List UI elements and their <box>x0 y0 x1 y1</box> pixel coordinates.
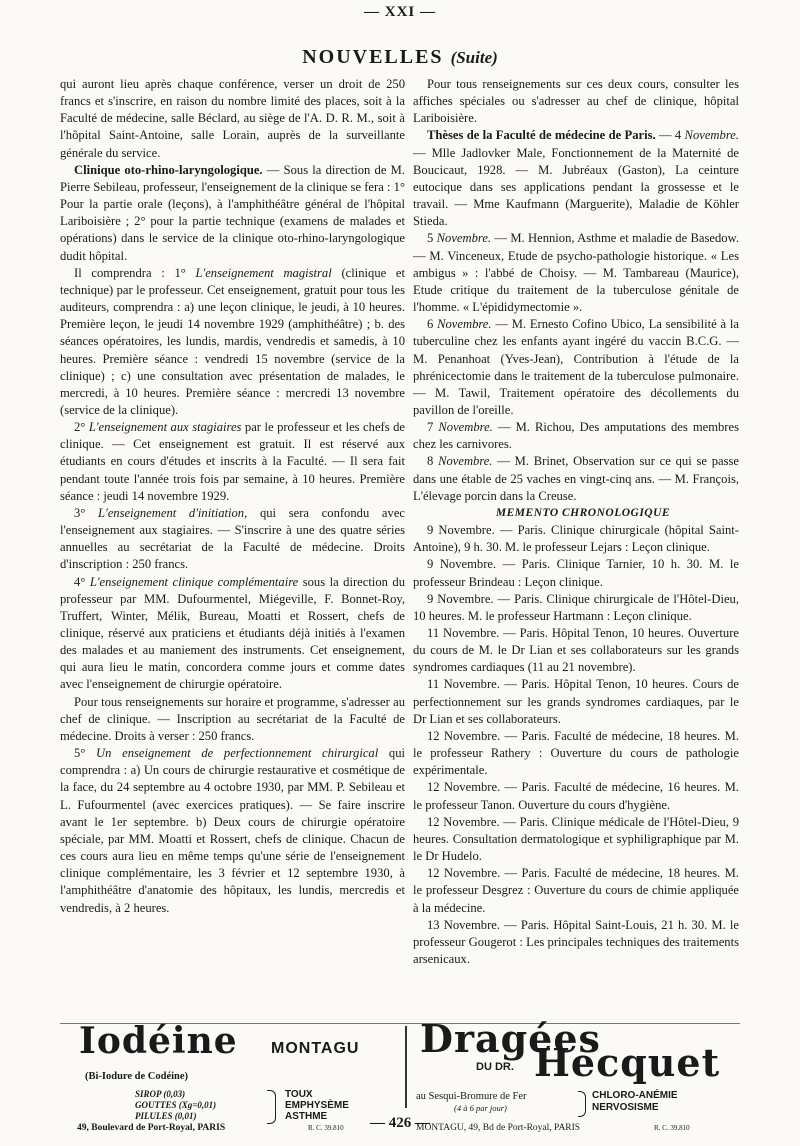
ad-brand: MONTAGU <box>271 1040 360 1057</box>
paragraph-text: 2° <box>74 420 89 435</box>
ad-address: MONTAGU, 49, Bd de Port-Royal, PARIS <box>416 1123 581 1133</box>
ad-form-drops: GOUTTES (Xg=0,01) <box>135 1100 217 1110</box>
paragraph <box>60 574 405 694</box>
paragraph <box>60 745 405 917</box>
ad-registration: R. C. 39.810 <box>308 1124 344 1132</box>
ad-indication: TOUX <box>285 1089 313 1100</box>
ad-indication: EMPHYSÈME <box>285 1100 349 1111</box>
left-column <box>60 76 405 917</box>
paragraph-text: — M. Richou, Des amputations des membres chez les carnivores. <box>413 420 739 452</box>
italic-text: L'enseignement aux stagiaires <box>88 420 242 435</box>
paragraph-text: qui sera confondu avec l'enseignement aux stagiaires. — S'inscrire à une des quatre séries annuelles au secrétariat de la Faculté de médecine. Droits d'inscription : 250 francs. <box>60 505 405 572</box>
paragraph-text: 4° <box>74 574 90 589</box>
ad-product-name: Dragées <box>420 1016 601 1061</box>
paragraph <box>60 505 405 574</box>
ad-form-pills: PILULES (0,01) <box>135 1111 197 1121</box>
section-title-suffix: (Suite) <box>450 48 498 67</box>
memento-entry: 9 Novembre. — Paris. Clinique Tarnier, 10 h. 30. M. le professeur Brindeau : Leçon clinique. <box>413 557 739 589</box>
ad-indications <box>592 1090 678 1113</box>
paragraph-text: 6 <box>427 317 438 332</box>
memento-entry: 11 Novembre. — Paris. Hôpital Tenon, 10 heures. Ouverture du cours de M. le Dr Lian et ses collaborateurs sur les grands syndromes cardiaques (11 au 21 novembre). <box>413 626 739 675</box>
memento-entry: 13 Novembre. — Paris. Hôpital Saint-Louis, 21 h. 30. M. le professeur Gougerot : Les principales techniques des traitements arsenicaux. <box>413 917 739 966</box>
ad-form-syrup: SIROP (0,03) <box>135 1089 186 1099</box>
paragraph-text: sous la direction du professeur par MM. Dufourmentel, Miégeville, F. Bonnet-Roy, Truffert, Winter, Mélik, Bureau, Moatti et Rossert, chefs de clinique, réservé aux praticiens et étudiants déjà initiés à l'examen des malades et au maniement des instruments. Cet enseignement, qui aura lieu le matin, concordera comme jours et comme dates avec l'enseignement de chirurgie opératoire. <box>60 574 405 692</box>
memento-entry: 12 Novembre. — Paris. Faculté de médecine, 16 heures. M. le professeur Tanon. Ouverture du cours d'hygiène. <box>413 780 739 812</box>
italic-text: Novembre. <box>436 231 492 246</box>
paragraph-text: — M. Ernesto Cofino Ubico, La sensibilité à la tuberculine chez les enfants ayant ingéré du vaccin B.C.G. — M. Penanhoat (Yves-Jean), Contribution à l'étude de la phrénicectomie dans le traitement de la tuberculose pulmonaire. — M. Tawil, Traitement opératoire des décollements du pavillon de l'oreille. <box>413 317 739 417</box>
paragraph: qui auront lieu après chaque conférence, verser un droit de 250 francs et s'inscrire, en raison du nombre limité des places, soit à la Faculté de médecine, salle Béclard, au siège de l'A. D. R. M., soit à l'hôpital Saint-Antoine, salle Lorain, auprès de la surveillante générale du service. <box>60 77 405 160</box>
memento-entry: 12 Novembre. — Paris. Faculté de médecine, 18 heures. M. le professeur Rathery : Ouverture du cours de pathologie expérimentale. <box>413 728 739 778</box>
section-title <box>0 46 800 69</box>
memento-entry: 9 Novembre. — Paris. Clinique chirurgicale de l'Hôtel-Dieu, 10 heures. M. le professeur Hartmann : Leçon clinique. <box>413 591 739 623</box>
paragraph-text: qui comprendra : a) Un cours de chirurgie restaurative et cosmétique de la face, du 24 septembre au 4 octobre 1930, par MM. P. Sebileau et L. Fufourmentel (avec exercices pratiques). — Se faire inscrire avant le 1er septembre. b) Deux cours de chirurgie opératoire spéciale, par MM. Moatti et Rossert, chefs de clinique. Chacun de ces cours aura lieu en même temps qu'une série de l'enseignement clinique complémentaire, les 3 février et 12 septembre 1930, à l'amphithéâtre d'anatomie des hôpitaux, les lundis, mercredis et vendredis, à 2 heures. <box>60 746 405 915</box>
paragraph-text: 8 <box>427 454 439 469</box>
brace-icon <box>578 1091 586 1117</box>
paragraph-text: (clinique et technique) par le professeur. Cet enseignement, gratuit pour tous les auditeurs, comprendra : a) une leçon clinique, le jeudi, à 10 heures. Première leçon, le jeudi 14 novembre 1929 (amphithéâtre) ; b. des séances opératoires, les lundis, mardis, vendredis et samedis, à 10 heures. Première séance : vendredi 15 novembre (service de la clinique) ; c) une consultation avec présentation de malades, le mercredi, à 10 heures. Première séance : mercredi 13 novembre (service de la clinique). <box>60 265 405 417</box>
paragraph-text: 7 <box>427 420 439 435</box>
section-title-text: NOUVELLES <box>302 46 444 68</box>
ad-product-name: Iodéine <box>79 1020 238 1062</box>
paragraph-text: — Mlle Jadlovker Male, Fonctionnement de la Maternité de Boucicaut, 1928. — M. Jubréaux (Gaston), La ceinture eutocique dans ses applications pendant la grossesse et le travail. — Mme Kaufmann (Marguerite), Maladie de Köhler Stieda. <box>413 145 739 229</box>
paragraph <box>60 265 405 419</box>
paragraph <box>60 162 405 265</box>
memento-entry: 12 Novembre. — Paris. Faculté de médecine, 18 heures. M. le professeur Desgrez : Ouverture du cours de chimie appliquée à la médecine. <box>413 866 739 915</box>
paragraph-text: Il comprendra : 1° <box>74 265 196 280</box>
paragraph <box>413 316 739 419</box>
memento-entry: 11 Novembre. — Paris. Hôpital Tenon, 10 heures. Cours de perfectionnement sur les grands syndromes cardiaques, par le Dr Lian et ses collaborateurs. <box>413 677 739 726</box>
paragraph-text: par le professeur et les chefs de clinique. — Cet enseignement est gratuit. Il est réservé aux étudiants en cours d'études et inscrits à la Faculté. — Il sera fait pendant toute l'année trois fois par semaine, à 10 heures. Première séance : jeudi 14 novembre 1929. <box>60 420 405 503</box>
memento-entry: 12 Novembre. — Paris. Clinique médicale de l'Hôtel-Dieu, 9 heures. Consultation dermatologique et syphiligraphique par M. le Dr Hudelo. <box>413 814 739 864</box>
ad-indication: NERVOSISME <box>592 1101 659 1113</box>
ad-brand: Hecquet <box>534 1040 721 1085</box>
paragraph-text: — M. Hennion, Asthme et maladie de Basedow. — M. Vinceneux, Etude de psycho-pathologie historique. « Les ambigus » : l'abbé de Choisy. — M. Tambareau (Maurice), Etude critique du traitement de la tuberculose génitale de l'homme. « L'épididymectomie ». <box>413 231 740 315</box>
italic-text: Un enseignement de perfectionnement chirurgical <box>96 746 379 761</box>
paragraph-text: — Sous la direction de M. Pierre Sebileau, professeur, l'enseignement de la clinique se fera : 1° Pour la partie orale (leçons), à l'amphithéâtre général de l'hôpital Lariboisière ; 2° pour la partie technique (examens de malades et opérations) dans le service de la clinique oto-rhino-laryngologique dudit hôpital. <box>60 162 405 263</box>
ad-du-label: DU DR. <box>476 1061 514 1073</box>
ad-registration: R. C. 39.810 <box>654 1124 690 1132</box>
ad-address: 49, Boulevard de Port-Royal, PARIS <box>77 1123 226 1133</box>
subheading: Thèses de la Faculté de médecine de Paris. <box>427 128 656 143</box>
paragraph <box>60 419 405 505</box>
paragraph <box>413 453 739 504</box>
right-column <box>413 76 739 968</box>
advertisement-separator <box>405 1026 407 1108</box>
ad-indication: ASTHME <box>285 1111 328 1122</box>
paragraph-text: 3° <box>74 505 99 520</box>
italic-text: Novembre. <box>437 317 492 332</box>
memento-heading: MEMENTO CHRONOLOGIQUE <box>495 506 671 519</box>
advertisement-dragees <box>412 1016 742 1133</box>
paragraph-text: 5° <box>74 746 97 761</box>
page-folio: — 426 — <box>370 1115 430 1131</box>
italic-text: Novembre. <box>438 454 493 469</box>
paragraph-text: — 4 <box>655 128 685 143</box>
page-number: — XXI — <box>363 4 436 20</box>
paragraph <box>413 419 739 453</box>
paragraph-text: 5 <box>427 231 437 246</box>
paragraph <box>413 127 739 230</box>
ad-subtitle: (Bi-Iodure de Codéine) <box>85 1071 189 1082</box>
paragraph: Pour tous renseignements sur horaire et programme, s'adresser au chef de clinique. — Inscription au secrétariat de la Faculté de médecine. Droits à verser : 250 francs. <box>60 694 405 743</box>
italic-text: L'enseignement clinique complémentaire <box>89 574 299 589</box>
memento-entry: 9 Novembre. — Paris. Clinique chirurgicale (hôpital Saint-Antoine), 9 h. 30. M. le professeur Lejars : Leçon clinique. <box>413 523 739 555</box>
ad-composition: au Sesqui-Bromure de Fer <box>416 1091 527 1102</box>
italic-text: Novembre. <box>438 420 493 435</box>
italic-text: L'enseignement d'initiation, <box>98 505 248 520</box>
italic-text: L'enseignement magistral <box>195 265 332 280</box>
paragraph <box>413 230 739 316</box>
ad-dosage: (4 à 6 par jour) <box>454 1103 507 1113</box>
italic-text: Novembre. <box>684 128 739 143</box>
ad-indication: CHLORO-ANÉMIE <box>592 1090 678 1101</box>
paragraph-text: — M. Brinet, Observation sur ce qui se passe dans une étable de 25 vaches en vingt-cinq ans. — M. François, L'élevage porcin dans la Creuse. <box>413 454 740 503</box>
paragraph: Pour tous renseignements sur ces deux cours, consulter les affiches spéciales ou s'adresser au chef de clinique, hôpital Lariboisière. <box>413 77 739 126</box>
subheading: Clinique oto-rhino-laryngologique. <box>74 162 263 177</box>
